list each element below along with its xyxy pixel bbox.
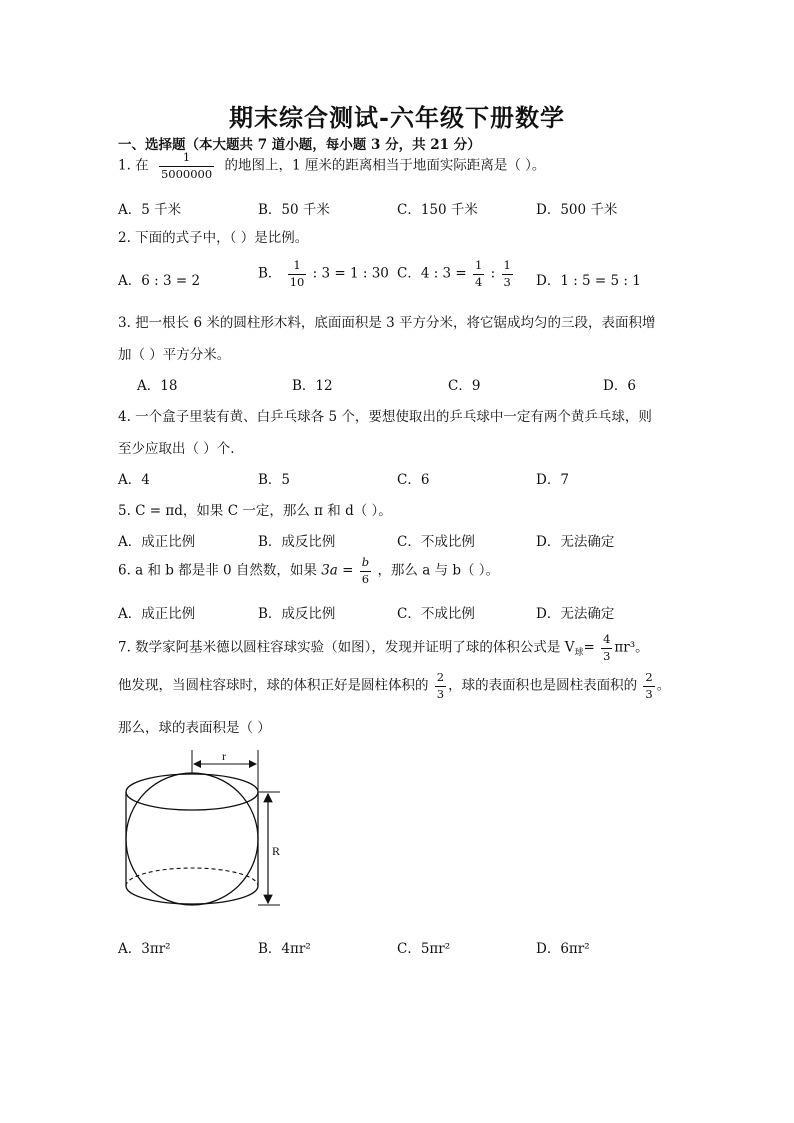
q2-option-b-fraction [288,260,307,288]
q3-option-b[interactable]: B．12 [292,378,333,394]
q2-option-b[interactable] [258,260,389,288]
q3-option-c[interactable]: C．9 [448,378,481,394]
q1-fraction-denominator: 5000000 [160,166,213,181]
q7-equals: = [583,639,595,656]
sphere-outline [126,773,258,905]
q7-fraction-2-numerator: 2 [643,672,654,687]
q4-option-c[interactable]: C．6 [397,472,430,488]
question-6 [118,557,499,585]
q5-option-d[interactable]: D．无法确定 [536,534,615,550]
q2-option-c[interactable] [397,260,515,288]
q6-option-d[interactable]: D．无法确定 [536,606,615,622]
question-1 [118,152,545,180]
q6-expression: 3a = [321,562,354,579]
q2-option-b-rest: : 3 = 1 : 30 [312,265,389,282]
q2-b-numerator: 1 [288,260,307,275]
q7-volume-denominator: 3 [603,648,611,663]
q6-text-before: 6. a 和 b 都是非 0 自然数，如果 [118,562,317,579]
question-4-line-2: 至少应取出（ ）个. [118,441,235,457]
q1-scale-fraction [159,152,214,180]
cylinder-bottom-front [126,886,258,904]
q2-b-denominator: 10 [289,274,305,289]
height-label: R [272,844,281,858]
q7-fraction-2 [643,672,654,700]
q7-line1-end: πr³。 [614,639,649,656]
q7-fraction-1-denominator: 3 [436,686,445,701]
cylinder-sphere-figure [118,748,298,930]
cylinder-bottom-back [126,868,258,886]
q5-option-b[interactable]: B．成反比例 [258,534,336,550]
q6-option-a[interactable]: A．成正比例 [118,606,196,622]
q2-option-d[interactable]: D．1 : 5 = 5 : 1 [536,273,641,289]
q6-fraction [360,557,371,585]
q7-option-a[interactable]: A．3πr² [118,941,171,957]
q1-fraction-numerator: 1 [159,152,214,167]
q2-c-denominator-2: 3 [503,274,511,289]
q6-text-after: ，那么 a 与 b（ ）。 [377,562,500,579]
page-title: 期末综合测试-六年级下册数学 [229,103,565,132]
q7-option-d[interactable]: D．6πr² [536,941,590,957]
q7-line1-text: 7. 数学家阿基米德以圆柱容球实验（如图），发现并证明了球的体积公式是 V [118,639,575,656]
question-4-line-1: 4. 一个盒子里装有黄、白乒乓球各 5 个，要想使取出的乒乓球中一定有两个黄乒乓球，则 [118,409,652,425]
question-7-line-3: 那么，球的表面积是（ ） [118,720,271,736]
question-3-line-2: 加（ ）平方分米。 [118,347,231,363]
q3-option-a[interactable]: A．18 [137,378,178,394]
q7-volume-fraction [601,634,612,662]
question-3-line-1: 3. 把一根长 6 米的圆柱形木料，底面面积是 3 平方分米，将它锯成均匀的三段，表面积增 [118,315,656,331]
q2-option-b-label: B． [258,265,282,282]
q2-c-numerator-2: 1 [502,260,513,275]
q2-c-numerator-1: 1 [473,260,484,275]
q6-option-b[interactable]: B．成反比例 [258,606,336,622]
q7-option-c[interactable]: C．5πr² [397,941,451,957]
q1-text-before: 1. 在 [118,157,149,174]
q2-c-fraction-2 [502,260,513,288]
question-7-line-2 [118,672,670,700]
q2-option-a[interactable]: A．6 : 3 = 2 [118,273,201,289]
section-heading: 一、选择题（本大题共 7 道小题，每小题 3 分，共 21 分） [118,137,481,153]
q3-option-d[interactable]: D．6 [603,378,636,394]
q7-volume-subscript: 球 [574,648,584,659]
q2-option-c-label: C．4 : 3 = [397,265,467,282]
question-7-line-1 [118,634,649,662]
q7-line2-middle: ，球的表面积也是圆柱表面积的 [448,677,638,694]
q7-line2-end: 。 [656,677,671,694]
q7-volume-numerator: 4 [601,634,612,649]
question-2: 2. 下面的式子中，（ ）是比例。 [118,230,309,246]
q1-option-c[interactable]: C．150 千米 [397,202,478,218]
q1-text-after: 的地图上，1 厘米的距离相当于地面实际距离是（ ）。 [224,157,546,174]
q6-fraction-numerator: b [360,557,371,572]
q4-option-b[interactable]: B．5 [258,472,291,488]
q4-option-a[interactable]: A．4 [118,472,150,488]
q7-fraction-1-numerator: 2 [435,672,446,687]
q4-option-d[interactable]: D．7 [536,472,569,488]
q7-fraction-1 [435,672,446,700]
q1-option-d[interactable]: D．500 千米 [536,202,618,218]
q1-option-b[interactable]: B．50 千米 [258,202,330,218]
q2-c-separator: : [490,265,496,282]
q7-line2-text: 他发现，当圆柱容球时，球的体积正好是圆柱体积的 [118,677,429,694]
q2-c-fraction-1 [473,260,484,288]
q2-c-denominator-1: 4 [475,274,483,289]
q5-option-a[interactable]: A．成正比例 [118,534,196,550]
q5-option-c[interactable]: C．不成比例 [397,534,475,550]
q7-option-b[interactable]: B．4πr² [258,941,311,957]
q1-option-a[interactable]: A．5 千米 [118,202,182,218]
q6-option-c[interactable]: C．不成比例 [397,606,475,622]
q6-fraction-denominator: 6 [361,571,370,586]
question-5: 5. C = πd，如果 C 一定，那么 π 和 d（ ）。 [118,503,392,519]
q7-fraction-2-denominator: 3 [645,686,653,701]
radius-label: r [222,749,226,763]
